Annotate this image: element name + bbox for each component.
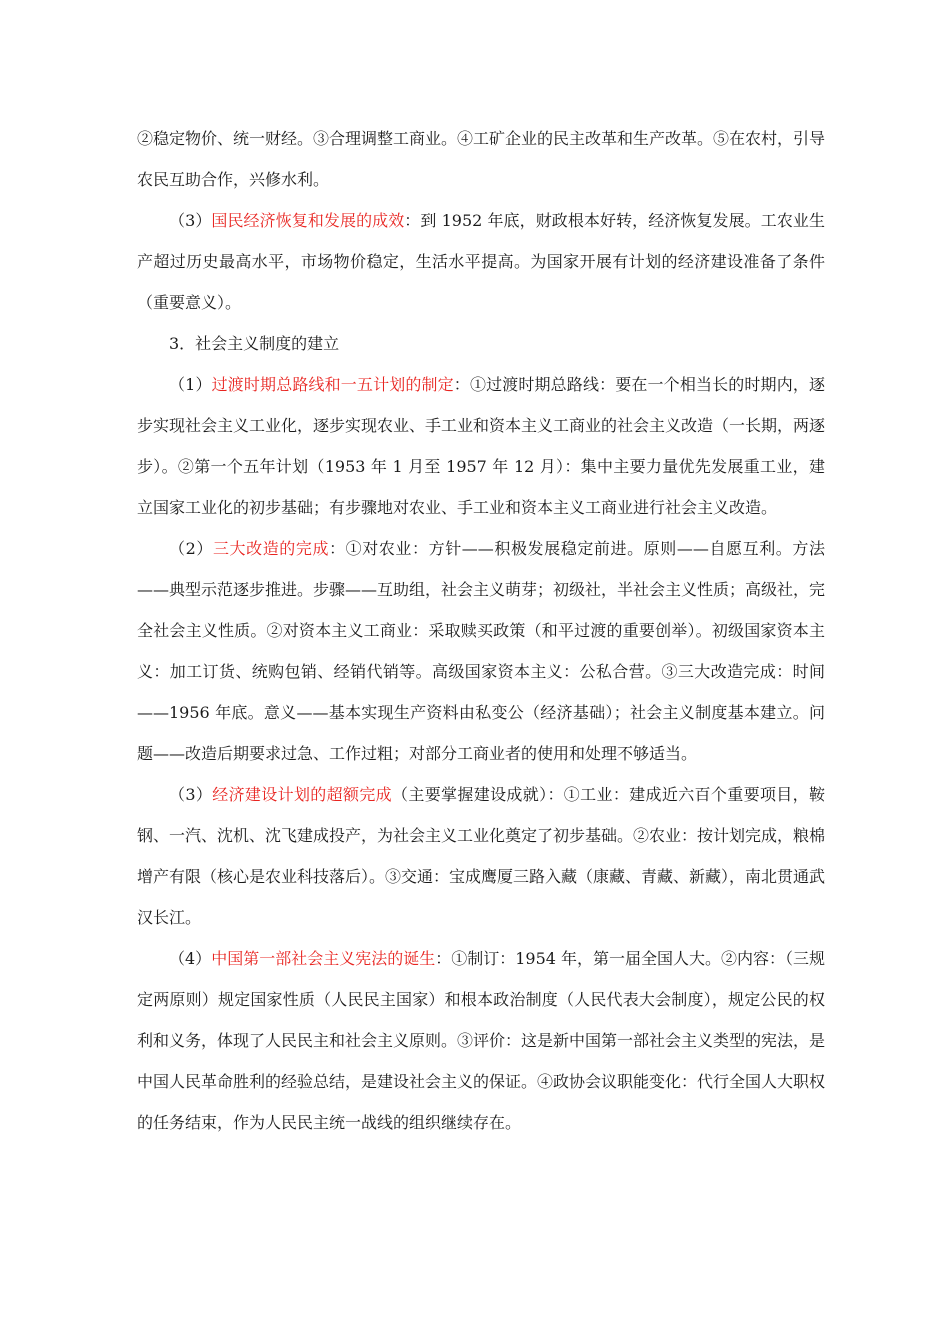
- paragraph-text: ：①制订：1954 年，第一届全国人大。②内容：（三规定两原则）规定国家性质（人民民主国家）和根本政治制度（人民代表大会制度），规定公民的权利和义务，体现了人民民主和社会主义原则。③评价：这是新中国第一部社会主义类型的宪法，是中国人民革命胜利的经验总结，是建设社会主义的保证。④政协会议职能变化：代行全国人大职权的任务结束，作为人民民主统一战线的组织继续存在。: [137, 949, 826, 1132]
- paragraph-text: （主要掌握建设成就）：①工业：建成近六百个重要项目，鞍钢、一汽、沈机、沈飞建成投产，为社会主义工业化奠定了初步基础。②农业：按计划完成，粮棉增产有限（核心是农业科技落后）。③交通：宝成鹰厦三路入藏（康藏、青藏、新藏），南北贯通武汉长江。: [137, 785, 826, 927]
- item-number: （3）: [169, 785, 213, 804]
- highlight-keyword: 三大改造的完成: [212, 539, 330, 558]
- paragraph-text: ：①过渡时期总路线：要在一个相当长的时期内，逐步实现社会主义工业化，逐步实现农业、手工业和资本主义工商业的社会主义改造（一长期，两逐步）。②第一个五年计划（1953 年 1 月至 1957 年 12 月）：集中主要力量优先发展重工业，建立国家工业化的初步基础；有步骤地对农业、手工业和资本主义工商业进行社会主义改造。: [137, 375, 826, 517]
- section-heading: 3．社会主义制度的建立: [169, 334, 340, 353]
- item-number: （2）: [169, 539, 213, 558]
- item-number: （4）: [169, 949, 212, 968]
- highlight-keyword: 经济建设计划的超额完成: [212, 785, 393, 804]
- paragraph-constitution: [137, 938, 825, 1143]
- paragraph-recovery-results: [137, 200, 825, 323]
- highlight-keyword: 过渡时期总路线和一五计划的制定: [211, 375, 454, 394]
- highlight-keyword: 国民经济恢复和发展的成效: [211, 211, 405, 230]
- item-number: （3）: [169, 211, 212, 230]
- item-number: （1）: [169, 375, 212, 394]
- paragraph-general-line: [137, 364, 825, 528]
- paragraph-measures-continued: ②稳定物价、统一财经。③合理调整工商业。④工矿企业的民主改革和生产改革。⑤在农村，引导农民互助合作，兴修水利。: [137, 129, 826, 189]
- highlight-keyword: 中国第一部社会主义宪法的诞生: [211, 949, 436, 968]
- document-body: [137, 118, 825, 1143]
- paragraph-text: ：到 1952 年底，财政根本好转，经济恢复发展。工农业生产超过历史最高水平，市场物价稳定，生活水平提高。为国家开展有计划的经济建设准备了条件（重要意义）。: [137, 211, 825, 312]
- paragraph-plan-completion: [137, 774, 825, 938]
- paragraph-text: ：①对农业：方针——积极发展稳定前进。原则——自愿互利。方法——典型示范逐步推进。步骤——互助组，社会主义萌芽；初级社，半社会主义性质；高级社，完全社会主义性质。②对资本主义工商业：采取赎买政策（和平过渡的重要创举）。初级国家资本主义：加工订货、统购包销、经销代销等。高级国家资本主义：公私合营。③三大改造完成：时间——1956 年底。意义——基本实现生产资料由私变公（经济基础）；社会主义制度基本建立。问题——改造后期要求过急、工作过粗；对部分工商业者的使用和处理不够适当。: [137, 539, 826, 763]
- paragraph-three-transformations: [137, 528, 825, 774]
